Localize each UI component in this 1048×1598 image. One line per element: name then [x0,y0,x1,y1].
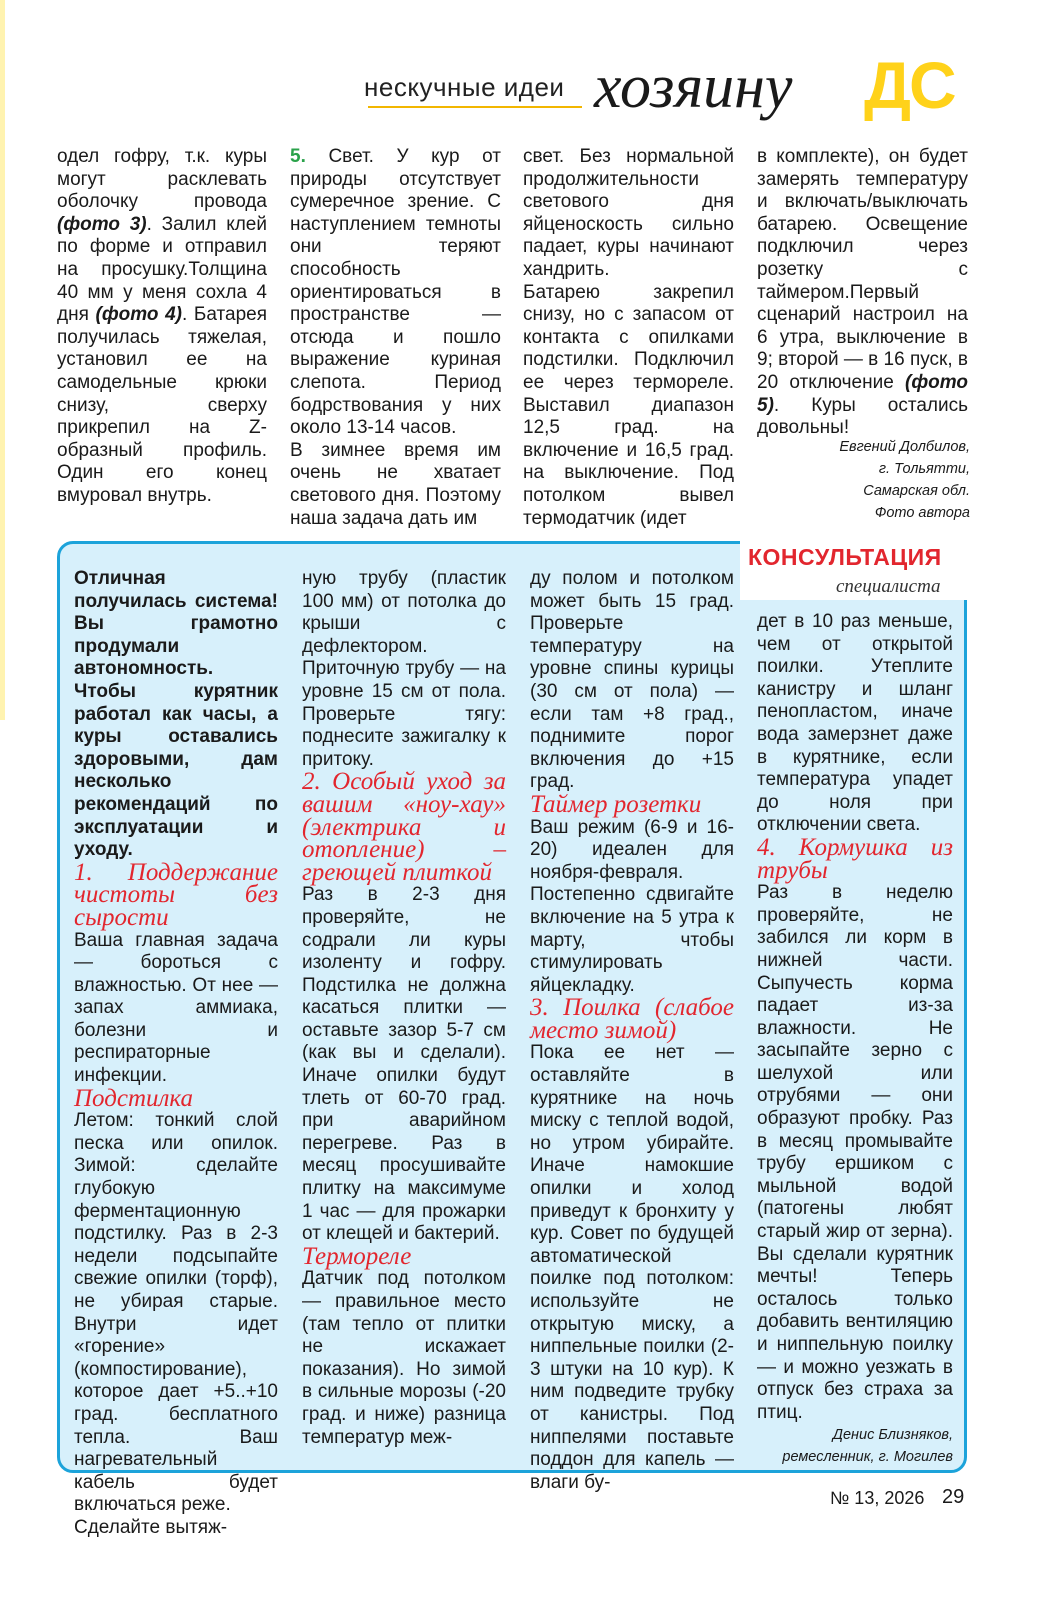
photo-credit: Фото автора [874,505,970,521]
article-paragraph: В зимнее время им очень не хватает светового дня. Поэтому наша задача дать им [290,439,501,529]
consultation-paragraph: Датчик под потолком — правильное место (там тепло от плитки не искажает показания). Но зимой в сильные морозы (-20 град. и ниже) разница температур меж- [302,1268,506,1448]
subheading: 4. Кормушка из трубы [757,833,953,884]
consultation-paragraph: Летом: тонкий слой песка или опилок. Зимой: сделайте глубокую ферментационную подстилку. Раз в 2-3 недели подсыпайте свежие опилки (торф), не убирая старые. Внутри идет «горение» (компостирование), которое дает +5..+10 град. бесплатного тепла. Ваш нагревательный кабель будет включаться реже. [74,1110,278,1516]
subheading: Подстилка [74,1084,193,1112]
consultation-column-4 [757,611,953,1468]
consultation-column-3 [530,568,734,1494]
subheading: Термореле [302,1242,412,1270]
article-paragraph: свет. Без нормальной продолжительности светового дня яйценоскость сильно падает, куры начинают хандрить. [523,146,734,280]
subheading: Таймер розетки [530,790,702,818]
consultation-paragraph: дет в 10 раз меньше, чем от открытой поилки. Утеплите канистру и шланг пенопластом, иначе вода замерзнет даже в курятнике, если температура упадет до ноля при отключении света. [757,611,953,836]
photo-ref: (фото 5) [757,371,968,416]
consultation-sublabel: специалиста [836,576,941,597]
consultation-paragraph: Ваш режим (6-9 и 16-20) идеален для ноября-февраля. Постепенно сдвигайте включение на 5 утра к марту, чтобы стимулировать яйцекладку. [530,816,734,996]
article-column-2 [290,146,501,530]
consultation-paragraph: ную трубу (пластик 100 мм) от потолка до крыши с дефлектором. Приточную трубу — на уровне 15 см от пола. Проверьте тягу: поднесите зажигалку к притоку. [302,568,506,770]
article-paragraph: одел гофру, т.к. куры могут расклевать оболочку провода (фото 3). Залил клей по форме и отправил на просушку.Толщина 40 мм у меня сохла 4 дня (фото 4). Батарея получилась тяжелая, установил ее на самодельные крюки снизу, сверху прикрепил на Z-образный профиль. Один его конец вмуровал внутрь. [57,146,268,506]
article-column-1 [57,146,267,508]
article-column-3 [523,146,734,530]
consultation-column-1 [74,568,278,1540]
subheading: 2. Особый уход за вашим «ноу-хау» (электрика и отопление) – греющей плиткой [302,768,506,886]
author-name: Евгений Долбилов, [839,439,970,455]
section-underline [368,106,582,108]
section-title: хозяину [594,53,793,121]
consultation-paragraph: Раз в неделю проверяйте, не забился ли корм в нижней части. Сыпучесть корма падает из-за влажности. Не засыпайте зерно с шелухой или отрубями — они образуют пробку. Раз в месяц промывайте трубу ершиком с мыльной водой (патогены любят старый жир от зерна). Вы сделали курятник мечты! Теперь осталось только добавить вентиляцию и ниппельную поилку — и можно уезжать в отпуск без страха за птиц. [757,882,953,1423]
consultation-intro: Отличная получилась система! Вы грамотно продумали автономность. Чтобы курятник работал как часы, а куры оставались здоровыми, дам несколько рекомендаций по эксплуатации и уходу. [74,568,278,861]
consultation-label: КОНСУЛЬТАЦИЯ [748,544,942,570]
section-number: 5. [290,146,306,167]
consultation-paragraph: Ваша главная задача — бороться с влажностью. От нее — запах аммиака, болезни и респираторные инфекции. [74,929,278,1087]
expert-name: Денис Близняков, [832,1427,953,1444]
subheading: 1. Поддержание чистоты без сырости [74,858,278,931]
article-paragraph: в комплекте), он будет замерять температуру и включать/выключать батарею. Освещение подключил через розетку с таймером.Первый сценарий настроил на 6 утра, выключение в 9; второй — в 16 пуск, в 20 отключение (фото 5). Куры остались довольны! [757,146,968,439]
expert-title: ремесленник, г. Могилев [782,1449,953,1466]
author-city: г. Тольятти, [878,461,970,477]
issue-number: № 13, 2026 [830,1488,925,1508]
consultation-paragraph: Пока ее нет — оставляйте в курятнике на ночь миску с теплой водой, но утром убирайте. Иначе намокшие опилки и холод приведут к бронхиту у кур. Совет по будущей автоматической поилке под потолком: используйте не открытую миску, а ниппельные поилки (2-3 штуки на 10 кур). К ним подведите трубку от канистры. Под ниппелями поставьте поддон для капель — влаги бу- [530,1042,734,1493]
section-label: нескучные идеи [364,72,565,102]
left-page-edge [0,0,5,720]
consultation-paragraph: ду полом и потолком может быть 15 град. Проверьте температуру на уровне спины курицы (30 см от пола) — если там +8 град., поднимите порог включения до +15 град. [530,568,734,793]
consultation-column-2 [302,568,506,1449]
author-region: Самарская обл. [863,483,970,499]
article-paragraph: Батарею закрепил снизу, но с запасом от контакта с опилками подстилки. Подключил ее через термореле. Выставил диапазон 12,5 град. на включение и 16,5 град. на выключение. Под потолком вывел термодатчик (идет [523,281,734,529]
article-column-4 [757,146,968,440]
photo-ref: (фото 4) [95,304,183,326]
photo-ref: (фото 3) [57,213,147,235]
article-paragraph: 5. Свет. У кур от природы отсутствует сумеречное зрение. С наступлением темноты они теряют способность ориентироваться в пространстве — отсюда и пошло выражение куриная слепота. Период бодрствования у них около 13-14 часов. [290,146,501,439]
consultation-paragraph: Сделайте вытяж- [74,1516,228,1538]
consultation-paragraph: Раз в 2-3 дня проверяйте, не содрали ли куры изоленту и гофру. Подстилка не должна касаться плитки — оставьте зазор 5-7 см (как вы и сделали). Иначе опилки будут тлеть от 60-70 град. при аварийном перегреве. Раз в месяц просушивайте плитку на максимуме 1 час — для прожарки от клещей и бактерий. [302,884,506,1245]
subheading: 3. Поилка (слабое место зимой) [530,994,734,1044]
brand-logo: ДС [864,48,955,122]
page-number: 29 [942,1486,965,1508]
